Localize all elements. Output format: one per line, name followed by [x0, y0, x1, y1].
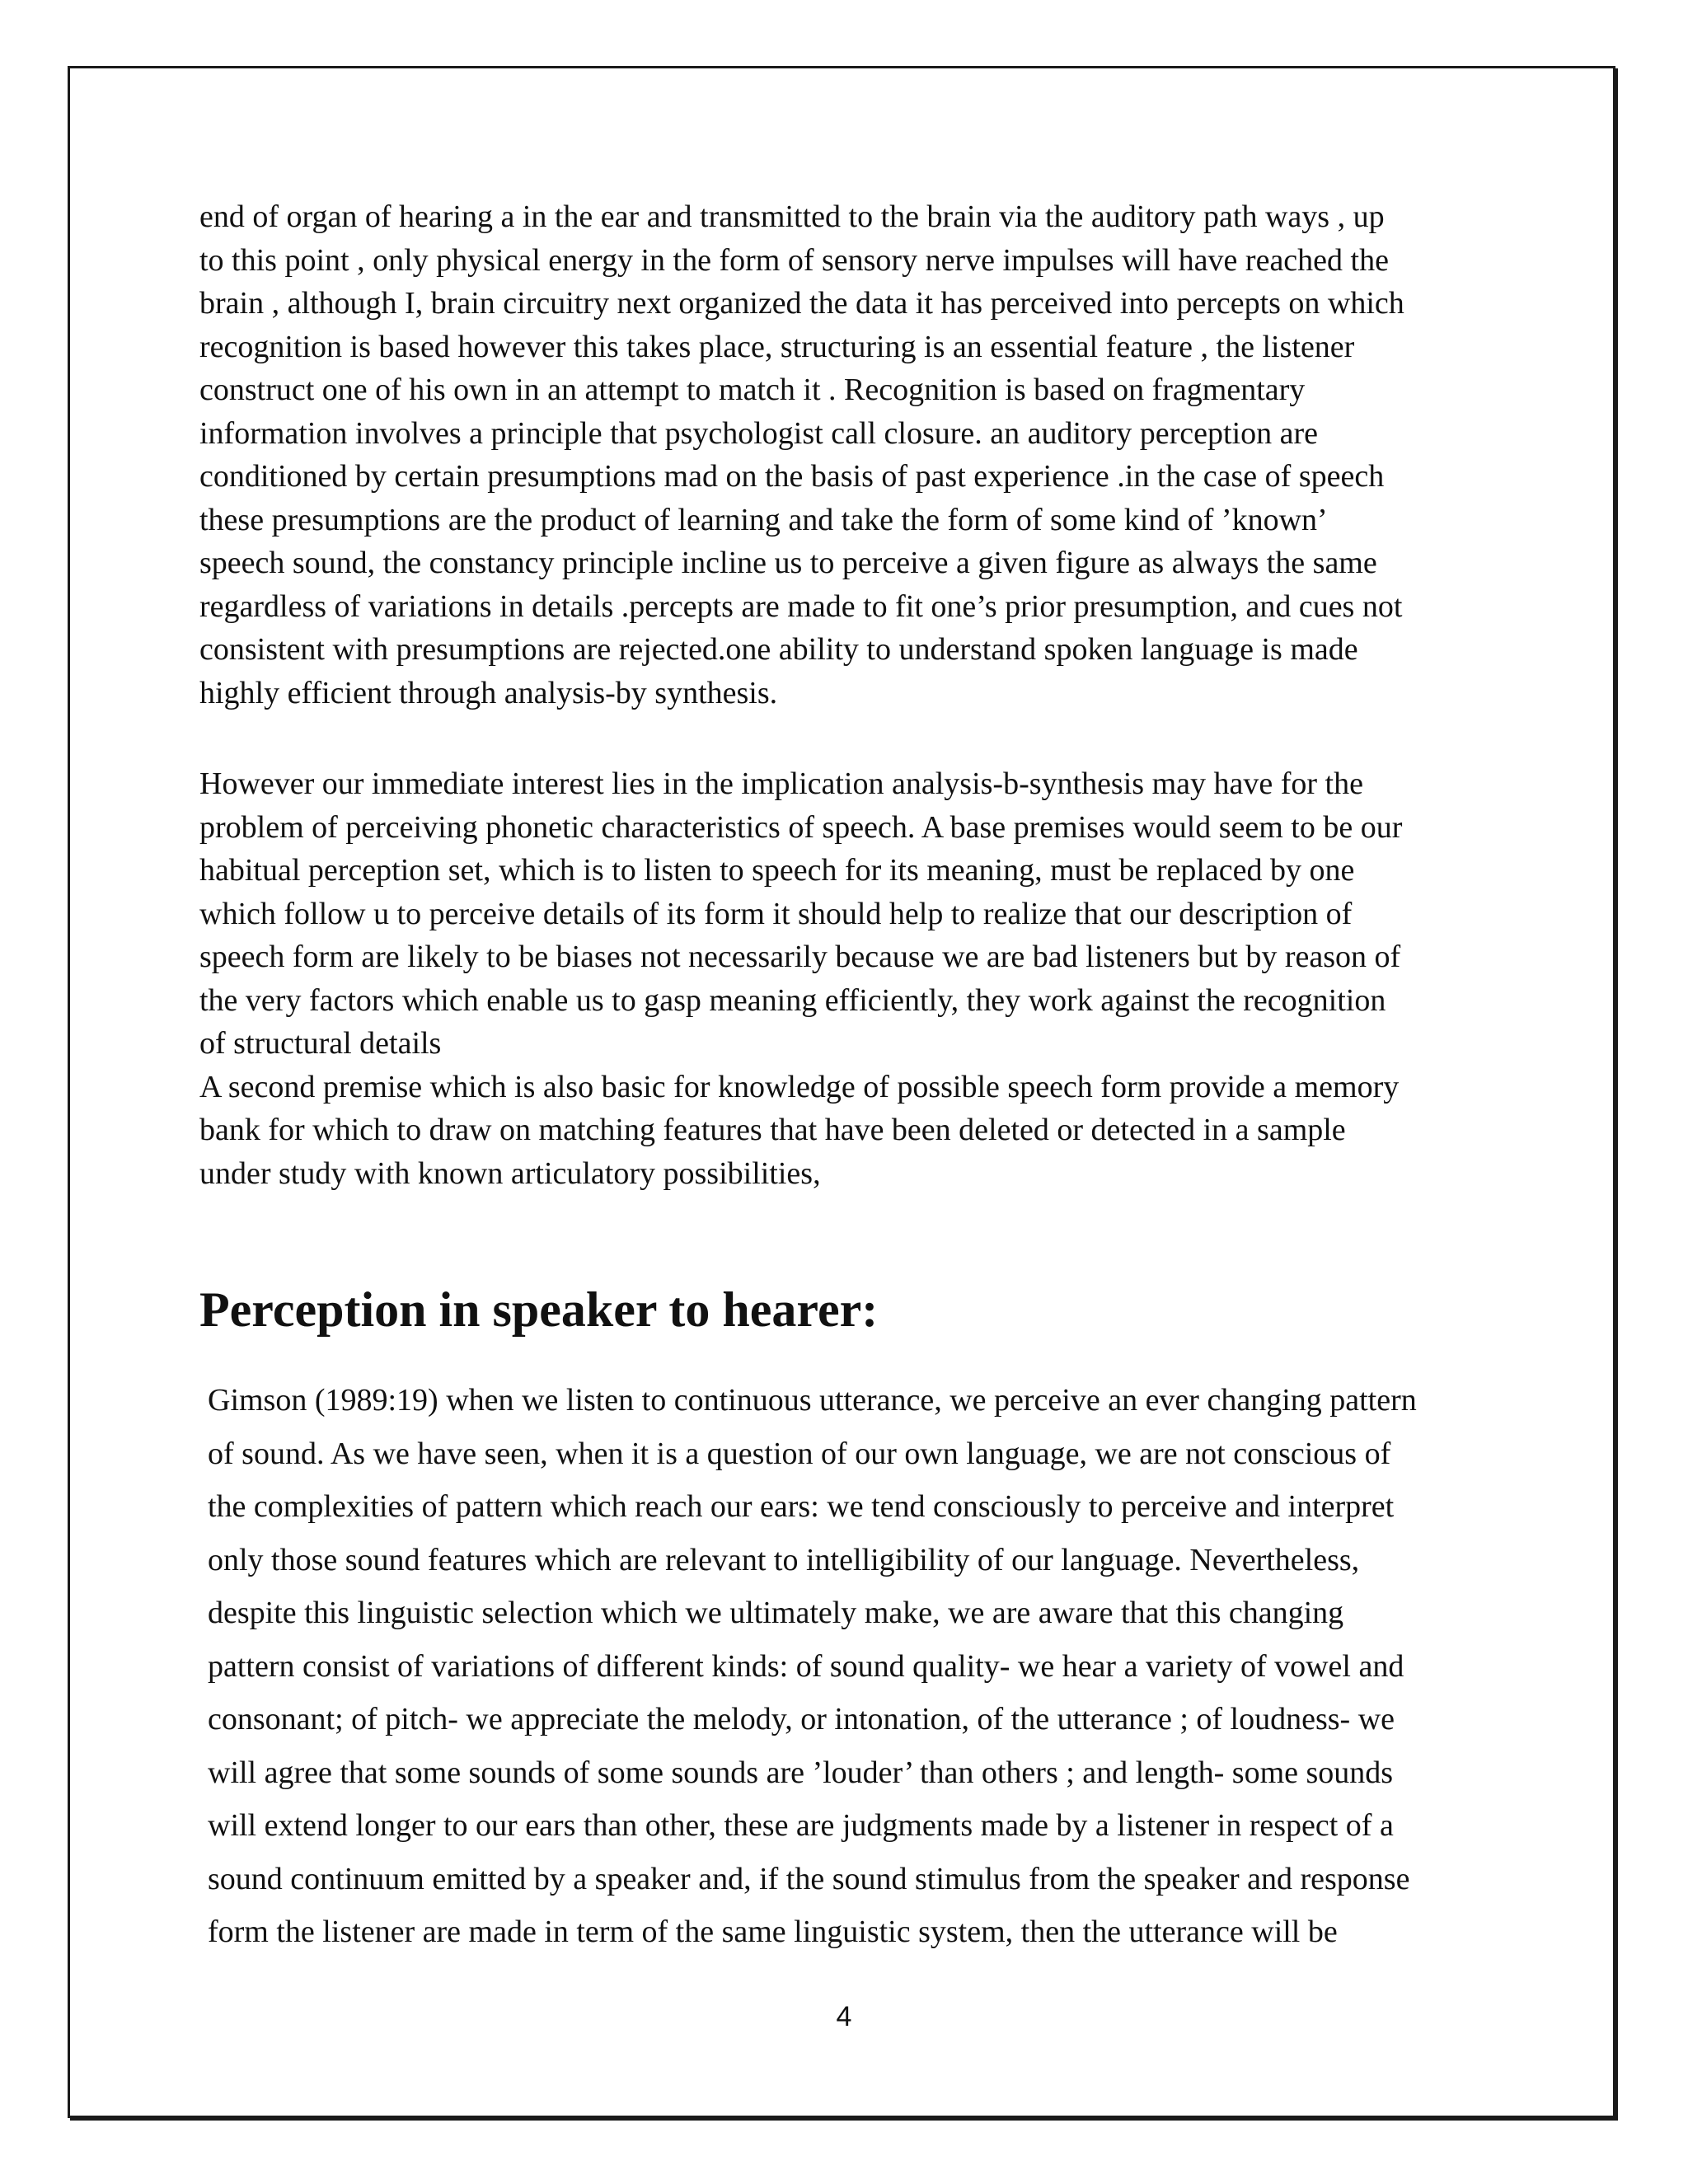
text-line: speech form are likely to be biases not necessarily because we are bad listeners but by reason of: [199, 940, 1401, 974]
text-line: the very factors which enable us to gasp meaning efficiently, they work against the recognition: [199, 982, 1386, 1018]
text-line: form the listener are made in term of the same linguistic system, then the utterance will be: [208, 1915, 1338, 1949]
text-line: will agree that some sounds of some sounds are ’louder’ than others ; and length- some sounds: [208, 1755, 1394, 1790]
text-line: However our immediate interest lies in the implication analysis-b-synthesis may have for the: [199, 766, 1363, 801]
page-number: 4: [836, 2001, 852, 2032]
text-line: brain , although I, brain circuitry next organized the data it has perceived into percepts on which: [199, 286, 1404, 321]
text-line: consonant; of pitch- we appreciate the melody, or intonation, of the utterance ; of loudness- we: [208, 1702, 1395, 1736]
text-line: regardless of variations in details .percepts are made to fit one’s prior presumption, and cues not: [199, 588, 1403, 624]
text-line: Gimson (1989:19) when we listen to continuous utterance, we perceive an ever changing pattern: [208, 1383, 1417, 1418]
text-line: information involves a principle that psychologist call closure. an auditory perception are: [199, 415, 1319, 451]
text-line: these presumptions are the product of learning and take the form of some kind of ’known’: [199, 502, 1328, 537]
paragraph-1: [199, 195, 1485, 715]
text-line: despite this linguistic selection which we ultimately make, we are aware that this changing: [208, 1596, 1344, 1630]
text-line: pattern consist of variations of different kinds: of sound quality- we hear a variety of vowel and: [208, 1648, 1404, 1684]
text-line: which follow u to perceive details of its form it should help to realize that our description of: [199, 896, 1353, 931]
text-line: of sound. As we have seen, when it is a question of our own language, we are not conscious of: [208, 1436, 1391, 1471]
paragraph-2: [199, 762, 1485, 1195]
text-line: only those sound features which are relevant to intelligibility of our language. Nevertheless,: [208, 1542, 1360, 1577]
text-line: problem of perceiving phonetic characteristics of speech. A base premises would seem to be our: [199, 809, 1403, 845]
text-line: speech sound, the constancy principle incline us to perceive a given figure as always the same: [199, 546, 1377, 580]
text-line: will extend longer to our ears than other, these are judgments made by a listener in respect of a: [208, 1808, 1394, 1843]
text-line: consistent with presumptions are rejected.one ability to understand spoken language is made: [199, 632, 1358, 667]
section-heading: Perception in speaker to hearer:: [199, 1282, 879, 1337]
paragraph-3: [208, 1374, 1493, 1959]
text-line: habitual perception set, which is to listen to speech for its meaning, must be replaced by one: [199, 853, 1355, 888]
text-line: to this point , only physical energy in the form of sensory nerve impulses will have reached the: [199, 242, 1389, 278]
text-line: sound continuum emitted by a speaker and, if the sound stimulus from the speaker and response: [208, 1861, 1410, 1896]
text-line: of structural details: [199, 1026, 442, 1061]
text-line: highly efficient through analysis-by synthesis.: [199, 675, 778, 710]
text-line: conditioned by certain presumptions mad on the basis of past experience .in the case of speech: [199, 459, 1385, 494]
text-line: A second premise which is also basic for knowledge of possible speech form provide a memory: [199, 1069, 1400, 1104]
text-line: under study with known articulatory possibilities,: [199, 1155, 821, 1191]
text-line: end of organ of hearing a in the ear and transmitted to the brain via the auditory path ways , up: [199, 199, 1385, 234]
text-line: bank for which to draw on matching features that have been deleted or detected in a sample: [199, 1113, 1346, 1147]
text-line: recognition is based however this takes place, structuring is an essential feature , the listener: [199, 329, 1355, 364]
text-line: construct one of his own in an attempt to match it . Recognition is based on fragmentary: [199, 373, 1306, 407]
text-line: the complexities of pattern which reach our ears: we tend consciously to perceive and interpret: [208, 1489, 1395, 1524]
